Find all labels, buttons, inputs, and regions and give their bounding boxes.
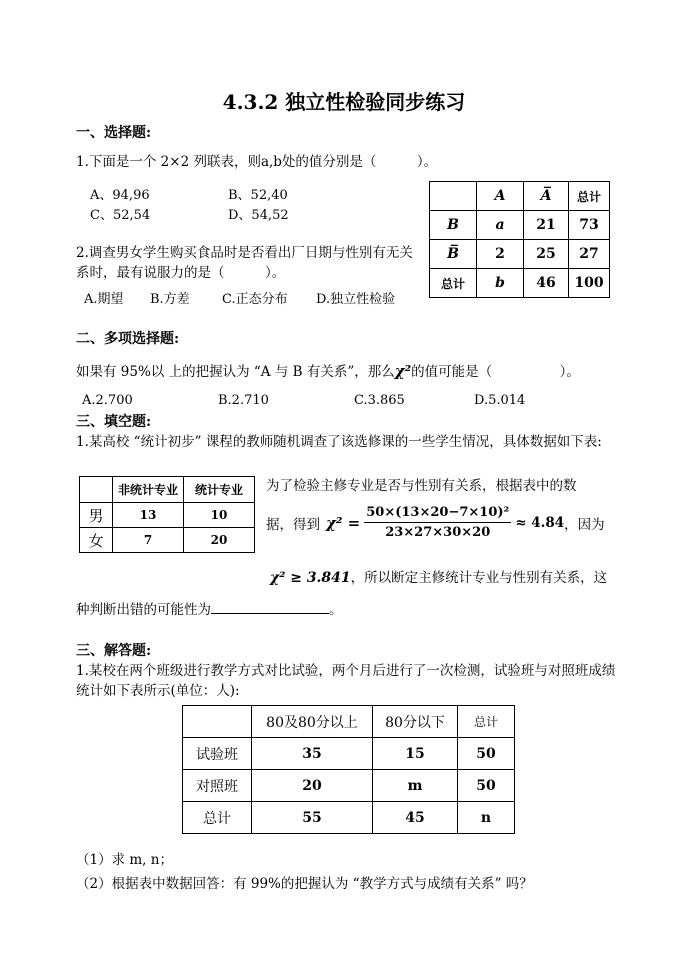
table-cell: B̅ <box>430 240 477 269</box>
answer-blank[interactable] <box>211 601 329 614</box>
table-cell: 女 <box>80 528 113 553</box>
fill-question-intro: 1.某高校 “统计初步” 课程的教师随机调查了该选修课的一些学生情况，具体数据如下表: <box>76 434 602 450</box>
table-header-cell: A <box>477 182 524 211</box>
table-cell: 27 <box>569 240 610 269</box>
table-cell: 50 <box>458 738 515 770</box>
table-cell: 总计 <box>430 269 477 298</box>
q2-option-c: C.正态分布 <box>222 292 288 307</box>
q2-option-a: A.期望 <box>84 292 124 307</box>
q1-option-b: B、52,40 <box>228 188 288 203</box>
chi-square-threshold: χ² ≥ 3.841 <box>270 570 351 586</box>
table-cell: 13 <box>113 503 184 528</box>
table-cell: B <box>430 211 477 240</box>
section-heading-answer: 三、解答题: <box>76 643 152 659</box>
question-text-after: 的值可能是（ ）。 <box>411 364 580 380</box>
table-cell: 7 <box>113 528 184 553</box>
chi-squared-symbol: χ² <box>394 362 412 380</box>
q1-option-c: C、52,54 <box>90 208 151 223</box>
question-text-before: 如果有 95%以 上的把握认为 “A 与 B 有关系”，那么 <box>76 364 395 380</box>
table-header-cell: 80及80分以上 <box>252 706 373 738</box>
contingency-table-1 <box>429 181 610 298</box>
table-cell: 50 <box>458 770 515 802</box>
table-cell: 45 <box>373 802 458 834</box>
table-header-cell: 统计专业 <box>184 477 255 503</box>
table-cell: 20 <box>184 528 255 553</box>
section-heading-choice: 一、选择题: <box>76 125 152 141</box>
q2-option-d: D.独立性检验 <box>316 292 396 307</box>
multiple-question-text <box>76 360 580 380</box>
question-1-text: 1.下面是一个 2×2 列联表，则a,b处的值分别是（ ）。 <box>76 154 438 170</box>
table-cell: 25 <box>524 240 569 269</box>
chi-square-formula <box>266 505 605 540</box>
table-cell: 46 <box>524 269 569 298</box>
formula-fraction <box>364 505 511 540</box>
table-cell: n <box>458 802 515 834</box>
fill-question-line3 <box>270 566 607 586</box>
table-cell: b <box>477 269 524 298</box>
formula-approx-value: ≈ 4.84 <box>515 514 565 531</box>
table-header-cell <box>80 477 113 503</box>
table-cell: 55 <box>252 802 373 834</box>
table-header-cell: 非统计专业 <box>113 477 184 503</box>
fill-line4-end: 。 <box>329 602 343 618</box>
table-header-cell: 总计 <box>458 706 515 738</box>
table-cell: 20 <box>252 770 373 802</box>
answer-question-intro: 1.某校在两个班级进行教学方式对比试验，两个月后进行了一次检测，试验班与对照班成绩统计如下表所示(单位：人): <box>76 663 616 699</box>
table-header-cell <box>430 182 477 211</box>
table-cell: 男 <box>80 503 113 528</box>
table-cell: 10 <box>184 503 255 528</box>
mq-option-b: B.2.710 <box>218 393 269 408</box>
q1-option-a: A、94,96 <box>90 188 150 203</box>
mq-option-a: A.2.700 <box>82 393 133 408</box>
section-heading-multiple: 二、多项选择题: <box>76 331 180 347</box>
teaching-method-table <box>182 705 515 834</box>
sub-question-1: （1）求 m, n； <box>76 852 173 868</box>
table-header-cell <box>183 706 252 738</box>
question-2-text: 2.调查男女学生购买食品时是否看出厂日期与性别有无关系时，最有说服力的是（ ）。 <box>76 245 413 281</box>
mq-option-c: C.3.865 <box>354 393 405 408</box>
table-cell: 35 <box>252 738 373 770</box>
table-cell: m <box>373 770 458 802</box>
formula-trailing-text: ，因为 <box>564 516 605 533</box>
fill-question-line4 <box>76 598 343 618</box>
table-cell: 试验班 <box>183 738 252 770</box>
table-cell: 15 <box>373 738 458 770</box>
table-cell: 总计 <box>183 802 252 834</box>
q2-option-b: B.方差 <box>150 292 190 307</box>
q1-option-d: D、54,52 <box>228 208 289 223</box>
fill-line4-text: 种判断出错的可能性为 <box>76 602 211 618</box>
table-cell: 2 <box>477 240 524 269</box>
major-gender-table <box>79 476 255 553</box>
formula-lead-text: 据，得到 <box>266 516 320 533</box>
mq-option-d: D.5.014 <box>474 393 526 408</box>
sub-question-2: （2）根据表中数据回答：有 99%的把握认为 “教学方式与成绩有关系” 吗？ <box>76 876 533 892</box>
fill-line3-text: ，所以断定主修统计专业与性别有关系，这 <box>350 570 608 586</box>
table-cell: 对照班 <box>183 770 252 802</box>
table-header-cell: A̅ <box>524 182 569 211</box>
formula-numerator: 50×(13×20−7×10)² <box>364 505 511 523</box>
section-heading-fill: 三、填空题: <box>76 414 152 430</box>
formula-denominator: 23×27×30×20 <box>385 525 491 540</box>
table-cell: 21 <box>524 211 569 240</box>
table-cell: a <box>477 211 524 240</box>
table-cell: 100 <box>569 269 610 298</box>
table-cell: 73 <box>569 211 610 240</box>
fill-question-line1: 为了检验主修专业是否与性别有关系，根据表中的数 <box>266 478 577 494</box>
table-header-cell: 80分以下 <box>373 706 458 738</box>
page-title: 4.3.2 独立性检验同步练习 <box>222 90 466 114</box>
chi-square-equals: χ² = <box>326 513 361 532</box>
table-header-cell: 总计 <box>569 182 610 211</box>
